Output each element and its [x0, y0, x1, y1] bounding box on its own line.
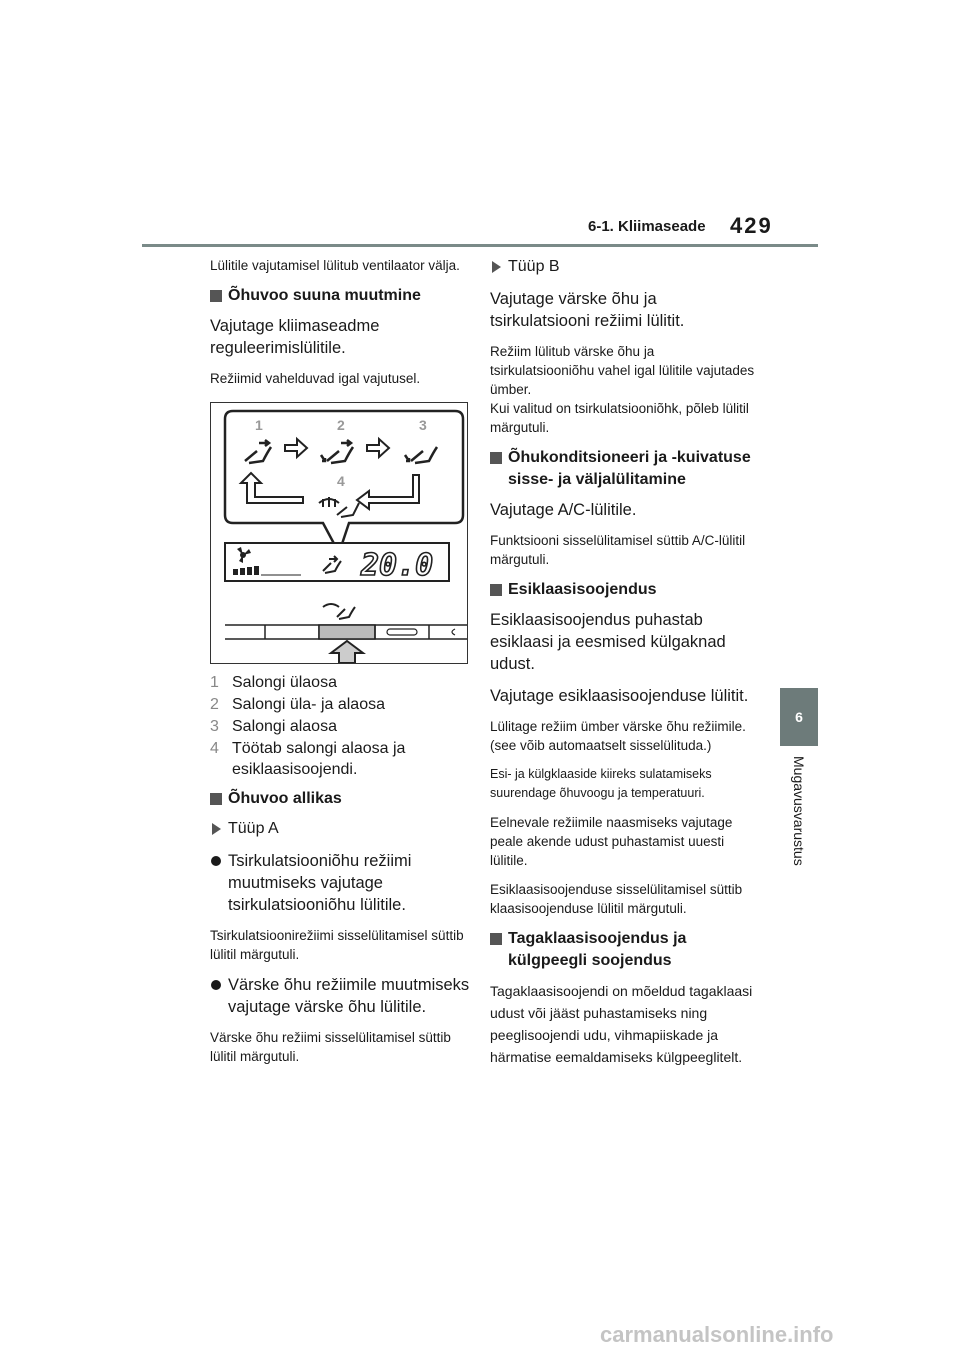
defog-heading: Esiklaasisoojendus [490, 579, 758, 601]
list-item: 3 Salongi alaosa [210, 718, 337, 735]
ac-note: Funktsiooni sisselülitamisel süttib A/C-lülitil märgutuli. [490, 533, 746, 567]
defog-note-1: Lülitage režiim ümber värske õhu režiimile. (see võib automaatselt sisselülituda.) [490, 719, 746, 753]
dot-bullet-icon [211, 980, 221, 990]
right-column [490, 256, 758, 1078]
square-bullet-icon [210, 290, 222, 302]
intro-text: Lülitile vajutamisel lülitub ventilaator välja. [210, 258, 460, 273]
defog-note-4: Esiklaasisoojenduse sisselülitamisel süttib klaasisoojenduse lülitil märgutuli. [490, 882, 743, 916]
type-b-note: Režiim lülitub värske õhu ja tsirkulatsiooniõhu vahel igal lülitile vajutades ümber. [490, 344, 755, 397]
airflow-heading: Õhuvoo suuna muutmine [210, 285, 470, 307]
defog-note-3: Eelnevale režiimile naasmiseks vajutage peale akende udust puhastamist uuesti lülitile. [490, 815, 733, 868]
list-item: 4 Töötab salongi alaosa ja esiklaasisoojendi. [210, 740, 406, 778]
section-title: 6-1. Kliimaseade [588, 218, 706, 235]
fresh-air-note: Värske õhu režiimi sisselülitamisel süttib lülitil märgutuli. [210, 1030, 451, 1064]
type-b-body: Vajutage värske õhu ja tsirkulatsiooni režiimi lülitit. [490, 290, 685, 330]
mode-label-1: 1 [255, 417, 263, 433]
square-bullet-icon [210, 793, 222, 805]
triangle-bullet-icon [212, 823, 221, 835]
defog-body: Esiklaasisoojendus puhastab esiklaasi ja eesmised külgaknad udust. [490, 611, 726, 673]
airflow-mode-figure [210, 402, 468, 664]
header-rule [142, 244, 818, 247]
mode-button-icon [323, 604, 355, 619]
press-arrow-icon [331, 641, 363, 663]
recirculation-bullet: Tsirkulatsiooniõhu režiimi muutmiseks vajutage tsirkulatsiooniõhu lülitile. [210, 850, 470, 916]
ac-body: Vajutage A/C-lülitile. [490, 501, 637, 519]
mirror-body: Tagaklaasisoojendi on mõeldud tagaklaasi udust või jääst puhastamiseks ning peeglisoojendi udu, vihmapiiskade ja härmatise eemaldamiseks külgpeeglitelt. [490, 983, 753, 1065]
list-item: 1 Salongi ülaosa [210, 674, 337, 691]
square-bullet-icon [490, 584, 502, 596]
type-b-note-2: Kui valitud on tsirkulatsiooniõhk, põleb lülitil märgutuli. [490, 401, 749, 435]
page-number: 429 [730, 213, 773, 238]
airflow-note: Režiimid vahelduvad igal vajutusel. [210, 371, 421, 386]
left-column [210, 256, 470, 1076]
mode-button[interactable] [319, 625, 375, 639]
source-heading: Õhuvoo allikas [210, 788, 470, 810]
triangle-bullet-icon [492, 261, 501, 273]
mode-list [210, 672, 470, 780]
watermark: carmanualsonline.info [600, 1322, 834, 1347]
defog-body-2: Vajutage esiklaasisoojenduse lülitit. [490, 687, 749, 705]
list-item: 2 Salongi üla- ja alaosa [210, 696, 385, 713]
mirror-heading: Tagaklaasisoojendus ja külgpeegli soojendus [490, 928, 758, 972]
mode-label-3: 3 [419, 417, 427, 433]
recirculation-note: Tsirkulatsioonirežiimi sisselülitamisel süttib lülitil märgutuli. [210, 928, 464, 962]
airflow-body: Vajutage kliimaseadme reguleerimislülitile. [210, 317, 380, 357]
chapter-tab: 6 [780, 688, 818, 746]
chapter-title: Mugavusvarustus [791, 756, 807, 866]
temperature-display: 20.0 [361, 548, 434, 583]
mode-label-2: 2 [337, 417, 345, 433]
dot-bullet-icon [211, 856, 221, 866]
defog-note-2: Esi- ja külgklaaside kiireks sulatamiseks suurendage õhuvoogu ja temperatuuri. [490, 767, 712, 800]
mode-label-4: 4 [337, 473, 345, 489]
ac-heading: Õhukonditsioneeri ja -kuivatuse sisse- ja väljalülitamine [490, 447, 758, 491]
square-bullet-icon [490, 452, 502, 464]
fresh-air-bullet: Värske õhu režiimile muutmiseks vajutage värske õhu lülitile. [210, 974, 470, 1018]
climate-panel-illustration [211, 403, 467, 663]
type-b-heading: Tüüp B [490, 256, 758, 278]
type-a-heading: Tüüp A [210, 818, 470, 840]
square-bullet-icon [490, 933, 502, 945]
